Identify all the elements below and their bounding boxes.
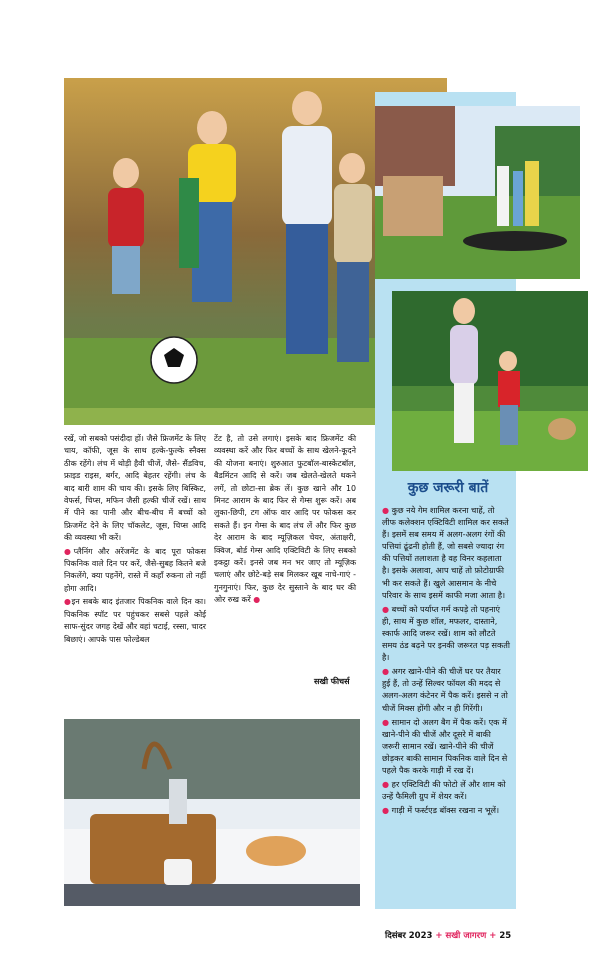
bullet-icon: ● — [382, 505, 390, 515]
picnic-basket-snow-photo — [64, 719, 360, 906]
article-paragraph: टेंट है, तो उसे लगाएं। इसके बाद फ्रिजमेंट की व्यवस्था करें और फिर बच्चों के साथ खेलने-कूदने की योजना बनाएं। शुरुआत फुटबॉल-बास्केटबॉल, बैडमिंटन आदि से करें। जब खेलते-खेलते थकने लगें, तो छोटा-सा ब्रेक लें। कुछ खाने और 10 मिनट आराम के बाद फिर से गेम्स शुरू करें। अब लुका-छिपी, टग ऑफ वार आदि पर फोकस कर सकते हैं। इन गेम्स के बाद लंच लें और फिर कुछ देर आराम के बाद म्यूज़िकल चेयर, अंताक्षरी, क्विज, बोर्ड गेम्स आदि एक्टिविटी के लिए सबको इकट्ठा करें। इनसे जब मन भर जाए तो म्यूज़िक चलाएं और छोटे-बड़े सब मिलकर खूब नाचे-गाएं - गुनगुनाएं। फिर, कुछ देर सुस्ताने के बाद घर की ओर रुख करें — [214, 434, 356, 605]
footer-month: दिसंबर 2023 — [385, 931, 433, 941]
footer-page-number: 25 — [499, 931, 512, 941]
sidebar-points — [382, 504, 510, 818]
kids-trampoline-photo — [375, 106, 580, 279]
bullet-icon: ● — [382, 779, 390, 790]
bullet-icon: ● — [382, 603, 390, 614]
separator-icon: + — [435, 931, 443, 941]
bullet-icon: ● — [64, 546, 74, 556]
separator-icon: + — [489, 931, 497, 941]
sidebar-point: हर एक्टिविटी की फोटो लें और शाम को उन्हें फैमिली ग्रुप में शेयर करें। — [382, 779, 506, 802]
bullet-icon: ● — [64, 597, 72, 607]
bullet-icon: ● — [382, 716, 390, 727]
sidebar-point: अगर खाने-पीने की चीजें घर पर तैयार हुई हैं, तो उन्हें सिल्वर फॉयल की मदद से अलग-अलग कंटेनर में पैक करें। इससे न तो चीजें मिक्स होंगी और न ही गिरेंगी। — [382, 666, 508, 713]
bullet-icon: ● — [382, 805, 390, 816]
article-column-2 — [214, 433, 356, 608]
sidebar-point: गाड़ी में फर्स्टएड बॉक्स रखना न भूलें। — [391, 805, 500, 816]
bullet-icon: ● — [382, 666, 390, 677]
sidebar-title: कुछ जरूरी बातें — [407, 480, 489, 496]
blindfold-game-photo — [392, 291, 588, 471]
article-paragraph: प्लैनिंग और अरेंजमेंट के बाद पूरा फोकस पिकनिक वाले दिन पर करें, जैसे-सुबह कितने बजे निकलेंगे, क्या पहनेंगे, रास्ते में कहाँ रुकना तो नहीं होगा आदि। — [64, 546, 206, 593]
article-paragraph: इन सबके बाद इंतजार पिकनिक वाले दिन का। पिकनिक स्पॉट पर पहुंचकर सबसे पहले कोई साफ-सुंदर जगह देखें और वहां चटाई, रस्सा, चादर बिछाएं। आपके पास फोल्डेबल — [64, 597, 206, 644]
sidebar-point: सामान दो अलग बैग में पैक करें। एक में खाने-पीने की चीजें और दूसरे में बाकी जरूरी सामान रखें। खाने-पीने की चीजें छोड़कर बाकी सामान पिकनिक वाले दिन से पहले पैक करके गाड़ी में रख दें। — [382, 716, 508, 775]
article-paragraph: रखें, जो सबको पसंदीदा हों। जैसे फ्रिजमेंट के लिए चाय, कॉफी, जूस के साथ हल्के-फुल्के स्नैक्स ठीक रहेंगे। लंच में थोड़ी हैवी चीजें, जैसे- सैंडविच, फ्राइड राइस, बर्गर, आदि बेहतर रहेंगी। लंच के बाद बारी शाम की चाय की। इसके लिए बिस्किट, वेफर्स, चिप्स, मफिन जैसी हल्की चीजें रखें। साथ में पीने का पानी और बीच-बीच में बच्चों को फ्रिजमेंट देने के लिए चॉकलेट, जूस, चिप्स आदि की व्यवस्था भी करें। — [64, 434, 206, 543]
sidebar-point: बच्चों को पर्याप्त गर्म कपड़े तो पहनाएं ही, साथ में कुछ शॉल, मफलर, दास्ताने, स्कार्फ आदि जरूर रखें। शाम को लौटते समय ठंड बढ़ने पर इनकी जरूरत पड़ सकती है। — [382, 603, 510, 663]
end-mark-icon: ● — [253, 595, 261, 605]
page-footer — [385, 930, 511, 941]
article-column-1 — [64, 433, 206, 647]
sidebar-point: कुछ नये गेम शामिल करना चाहें, तो लीफ कलेक्शन एक्टिविटी शामिल कर सकते हैं। इसमें सब समय में अलग-अलग रंगों की पत्तियां ढूंढनी होती हैं, जो सबसे ज्यादा रंग की पत्तियों तलाशता है वह विनर कहलाता है। इसके अलावा, आप चाहें तो फ़ोटोग्राफी भी कर सकते हैं। खुले आसमान के नीचे परिवार के साथ इसमें काफी मजा आता है। — [382, 505, 509, 600]
footer-brand: सखी जागरण — [445, 931, 487, 941]
byline: सखी फीचर्स — [314, 677, 350, 686]
